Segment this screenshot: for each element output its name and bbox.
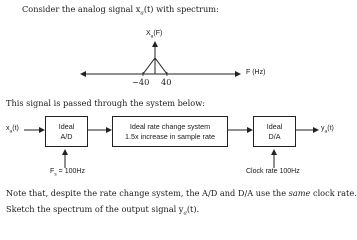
tick-label-pos: 40 xyxy=(161,77,172,87)
adc-block xyxy=(45,116,88,147)
task-text: Sketch the spectrum of the output signal $y_a(t)$. xyxy=(6,204,200,217)
tick-label-neg: −40 xyxy=(132,77,150,87)
note-text: Note that, despite the rate change system, the A/D and D/A use the same clock rate. xyxy=(6,188,357,198)
input-label: $x_a(t)$ xyxy=(6,125,19,135)
rate-line1: Ideal rate change system xyxy=(129,121,211,131)
adc-line1: Ideal xyxy=(58,121,75,131)
adc-sample-rate-label: $F_s = 100Hz$ xyxy=(50,168,85,178)
adc-line2: A/D xyxy=(60,131,73,141)
rate-change-block xyxy=(112,116,228,147)
dac-line2: D/A xyxy=(268,131,281,141)
dac-clock-label: Clock rate 100Hz xyxy=(246,168,300,175)
spectrum-x-label: F (Hz) xyxy=(246,69,266,76)
middle-text: This signal is passed through the system below: xyxy=(6,98,205,108)
dac-line1: Ideal xyxy=(266,121,283,131)
rate-line2: 1.5x increase in sample rate xyxy=(125,131,215,141)
intro-text: Consider the analog signal $x_a(t)$ with spectrum: xyxy=(22,4,219,17)
output-label: $y_a(t)$ xyxy=(321,125,334,135)
spectrum-y-label: $X_a(F)$ xyxy=(146,30,163,40)
spectrum-x-axis-left-arrow xyxy=(80,71,86,77)
dac-block xyxy=(253,116,296,147)
